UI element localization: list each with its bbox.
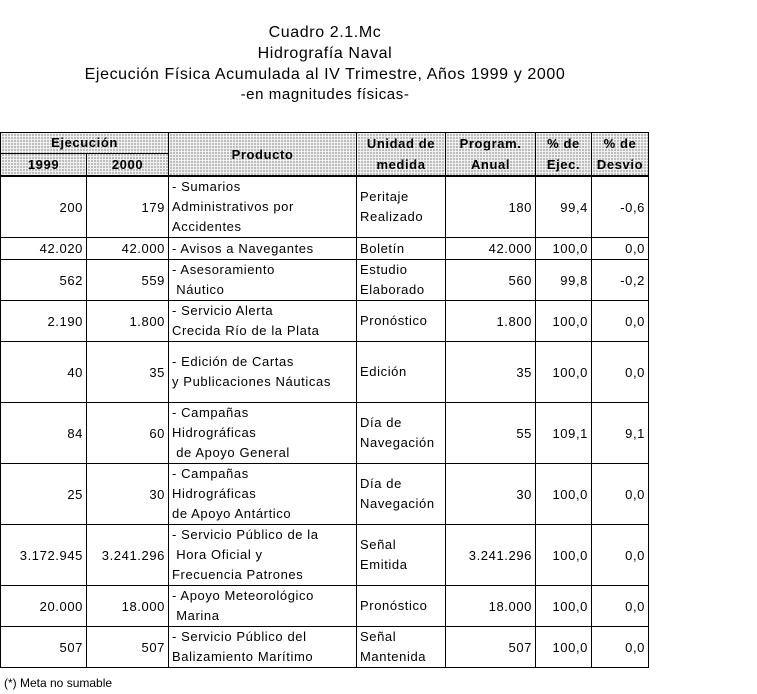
header-pct-desvio: % de Desvio: [592, 133, 649, 177]
cell-producto: - Apoyo Meteorológico Marina: [169, 586, 357, 627]
cell-pct-ejec: 99,8: [536, 260, 592, 301]
cell-pct-desvio: -0,6: [592, 176, 649, 238]
cell-unidad: Señal Emitida: [357, 525, 446, 586]
cell-producto: - Servicio Alerta Crecida Río de la Plata: [169, 301, 357, 342]
cell-pct-ejec: 100,0: [536, 238, 592, 260]
cell-producto: - Campañas Hidrográficas de Apoyo Antártico: [169, 464, 357, 525]
table-row: [1, 342, 649, 403]
cell-pct-desvio: 0,0: [592, 301, 649, 342]
cell-unidad: Boletín: [357, 238, 446, 260]
table-row: [1, 525, 649, 586]
header-1999: 1999: [1, 153, 87, 176]
cell-2000: 507: [87, 627, 169, 668]
cell-2000: 60: [87, 403, 169, 464]
cell-2000: 18.000: [87, 586, 169, 627]
table-row: [1, 260, 649, 301]
cell-producto: - Sumarios Administrativos por Accidentes: [169, 176, 357, 238]
cell-pct-ejec: 100,0: [536, 464, 592, 525]
cell-2000: 3.241.296: [87, 525, 169, 586]
cell-pct-desvio: 0,0: [592, 342, 649, 403]
footnote: (*) Meta no sumable: [4, 676, 113, 690]
title-block: [0, 22, 650, 104]
cell-producto: - Asesoramiento Náutico: [169, 260, 357, 301]
cell-1999: 20.000: [1, 586, 87, 627]
cell-2000: 30: [87, 464, 169, 525]
cell-1999: 562: [1, 260, 87, 301]
execution-table: [0, 132, 649, 668]
cell-2000: 35: [87, 342, 169, 403]
cell-program: 507: [446, 627, 536, 668]
cell-pct-desvio: 0,0: [592, 464, 649, 525]
table-row: [1, 627, 649, 668]
cell-pct-ejec: 100,0: [536, 301, 592, 342]
table-row: [1, 586, 649, 627]
cell-pct-ejec: 100,0: [536, 627, 592, 668]
cell-unidad: Día de Navegación: [357, 403, 446, 464]
cell-program: 18.000: [446, 586, 536, 627]
cell-unidad: Peritaje Realizado: [357, 176, 446, 238]
cell-pct-desvio: -0,2: [592, 260, 649, 301]
table-row: [1, 464, 649, 525]
cell-1999: 84: [1, 403, 87, 464]
header-pct-ejec: % de Ejec.: [536, 133, 592, 177]
table-row: [1, 301, 649, 342]
cell-pct-ejec: 100,0: [536, 586, 592, 627]
cell-pct-desvio: 0,0: [592, 627, 649, 668]
cell-2000: 179: [87, 176, 169, 238]
cell-producto: - Servicio Público de la Hora Oficial y Frecuencia Patrones: [169, 525, 357, 586]
cell-1999: 3.172.945: [1, 525, 87, 586]
table-row: [1, 403, 649, 464]
cell-1999: 2.190: [1, 301, 87, 342]
header-program: Program. Anual: [446, 133, 536, 177]
cell-unidad: Señal Mantenida: [357, 627, 446, 668]
header-producto: Producto: [169, 133, 357, 177]
cell-pct-desvio: 0,0: [592, 238, 649, 260]
cell-2000: 559: [87, 260, 169, 301]
cell-program: 560: [446, 260, 536, 301]
cell-2000: 1.800: [87, 301, 169, 342]
cell-program: 35: [446, 342, 536, 403]
cell-1999: 25: [1, 464, 87, 525]
title-line-3: Ejecución Física Acumulada al IV Trimestre, Años 1999 y 2000: [84, 66, 566, 83]
cell-unidad: Pronóstico: [357, 301, 446, 342]
cell-1999: 200: [1, 176, 87, 238]
cell-unidad: Estudio Elaborado: [357, 260, 446, 301]
cell-program: 180: [446, 176, 536, 238]
cell-program: 55: [446, 403, 536, 464]
cell-pct-desvio: 0,0: [592, 525, 649, 586]
cell-1999: 42.020: [1, 238, 87, 260]
cell-unidad: Edición: [357, 342, 446, 403]
title-line-1: Cuadro 2.1.Mc: [268, 24, 382, 41]
cell-pct-desvio: 9,1: [592, 403, 649, 464]
title-line-2: Hidrografía Naval: [257, 45, 393, 62]
cell-pct-ejec: 109,1: [536, 403, 592, 464]
cell-program: 42.000: [446, 238, 536, 260]
table-row: [1, 238, 649, 260]
header-ejecucion: Ejecución: [1, 133, 169, 154]
cell-2000: 42.000: [87, 238, 169, 260]
cell-program: 30: [446, 464, 536, 525]
cell-program: 3.241.296: [446, 525, 536, 586]
cell-pct-ejec: 100,0: [536, 342, 592, 403]
cell-1999: 40: [1, 342, 87, 403]
cell-pct-ejec: 100,0: [536, 525, 592, 586]
header-unidad: Unidad de medida: [357, 133, 446, 177]
cell-producto: - Campañas Hidrográficas de Apoyo General: [169, 403, 357, 464]
table-row: [1, 176, 649, 238]
cell-pct-ejec: 99,4: [536, 176, 592, 238]
cell-program: 1.800: [446, 301, 536, 342]
subtitle: -en magnitudes físicas-: [240, 86, 410, 103]
table-body: [1, 176, 649, 668]
cell-unidad: Pronóstico: [357, 586, 446, 627]
cell-1999: 507: [1, 627, 87, 668]
cell-unidad: Día de Navegación: [357, 464, 446, 525]
cell-producto: - Avisos a Navegantes: [169, 238, 357, 260]
cell-producto: - Edición de Cartas y Publicaciones Náuticas: [169, 342, 357, 403]
cell-producto: - Servicio Público del Balizamiento Marítimo: [169, 627, 357, 668]
cell-pct-desvio: 0,0: [592, 586, 649, 627]
header-2000: 2000: [87, 153, 169, 176]
